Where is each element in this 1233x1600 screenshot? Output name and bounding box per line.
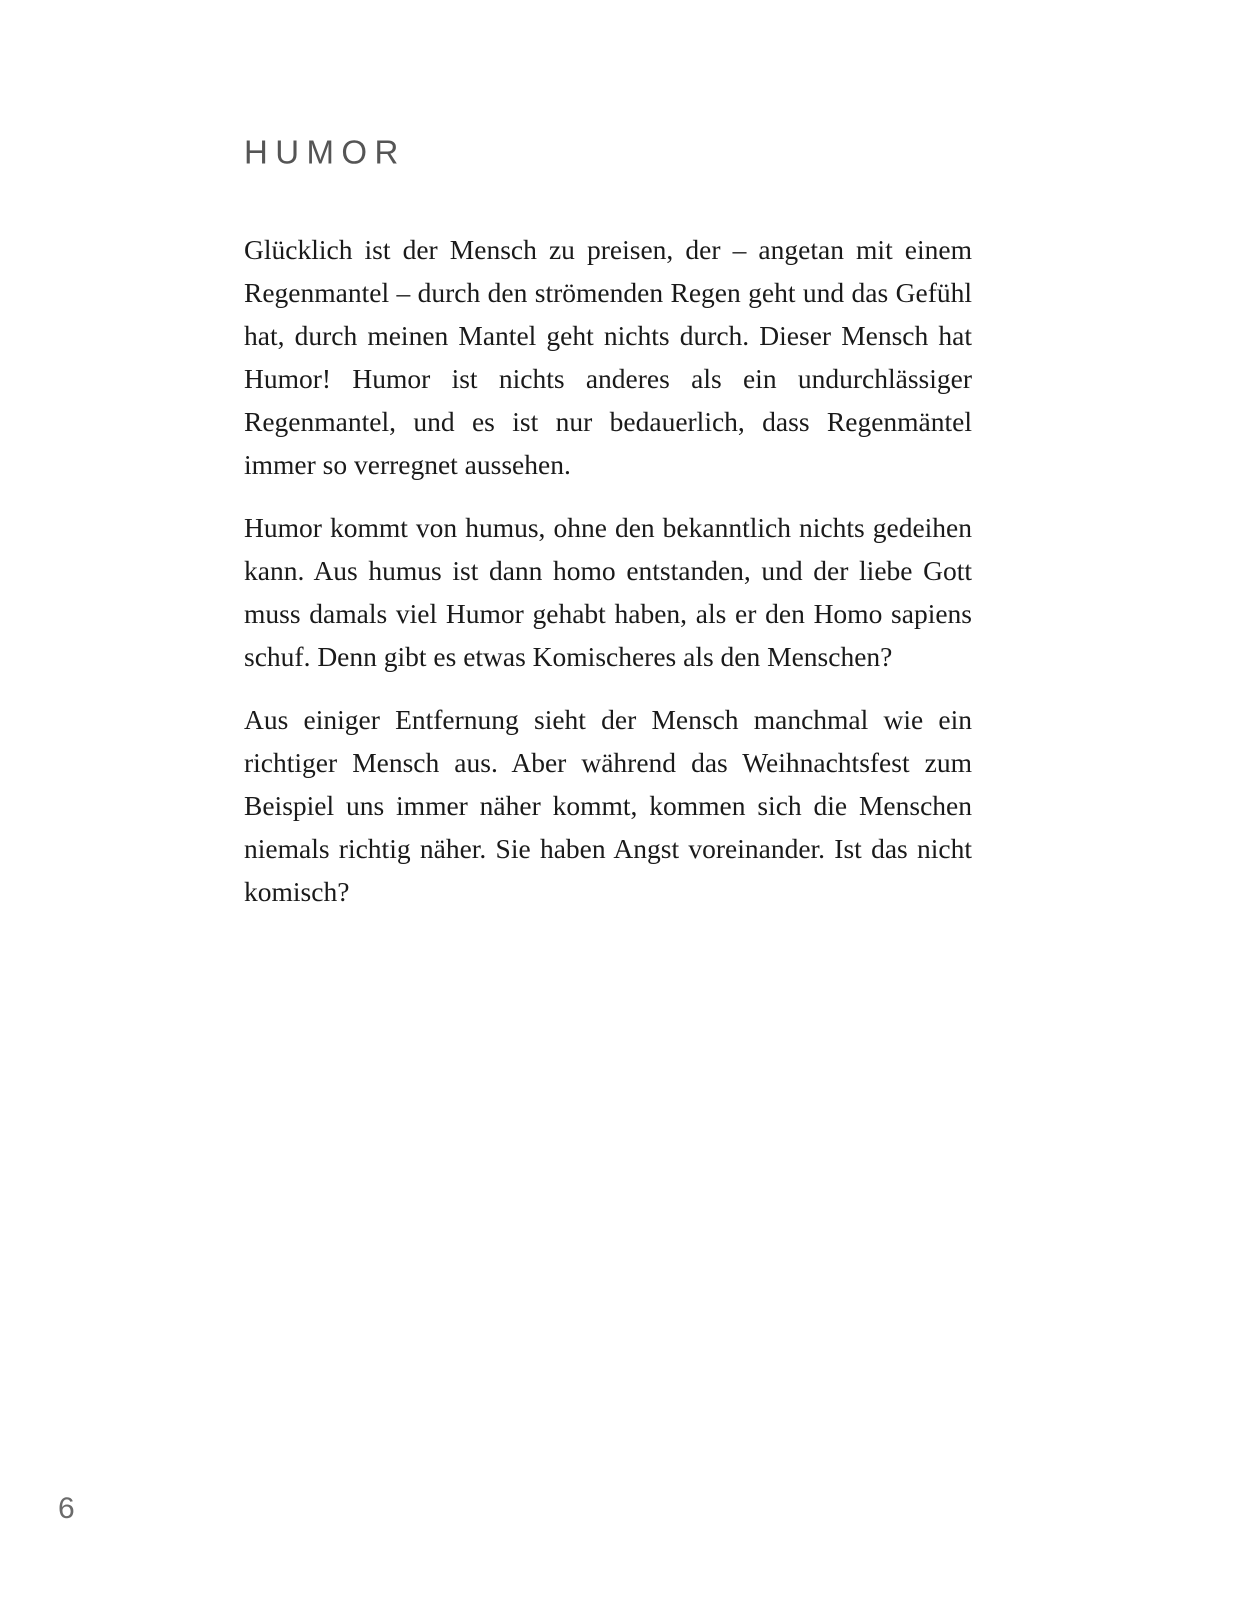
page-number: 6 xyxy=(58,1492,76,1525)
page-title: HUMOR xyxy=(244,133,406,171)
body-paragraph: Glücklich ist der Mensch zu preisen, der – angetan mit einem Regenmantel – durch den strömenden Regen geht und das Gefühl hat, durch meinen Mantel geht nichts durch. Dieser Mensch hat Humor! Humor ist nichts anderes als ein undurchlässiger Regenmantel, und es ist nur bedauerlich, dass Regenmäntel immer so verregnet aussehen. xyxy=(244,233,972,480)
body-paragraph: Aus einiger Entfernung sieht der Mensch manchmal wie ein richtiger Mensch aus. Aber während das Weihnachtsfest zum Beispiel uns immer näher kommt, kommen sich die Menschen niemals richtig näher. Sie haben Angst voreinander. Ist das nicht komisch? xyxy=(244,703,972,907)
text-column xyxy=(244,132,972,913)
body-paragraph: Humor kommt von humus, ohne den bekanntlich nichts gedeihen kann. Aus humus ist dann homo entstanden, und der liebe Gott muss damals viel Humor gehabt haben, als er den Homo sapiens schuf. Denn gibt es etwas Komischeres als den Menschen? xyxy=(244,511,972,672)
